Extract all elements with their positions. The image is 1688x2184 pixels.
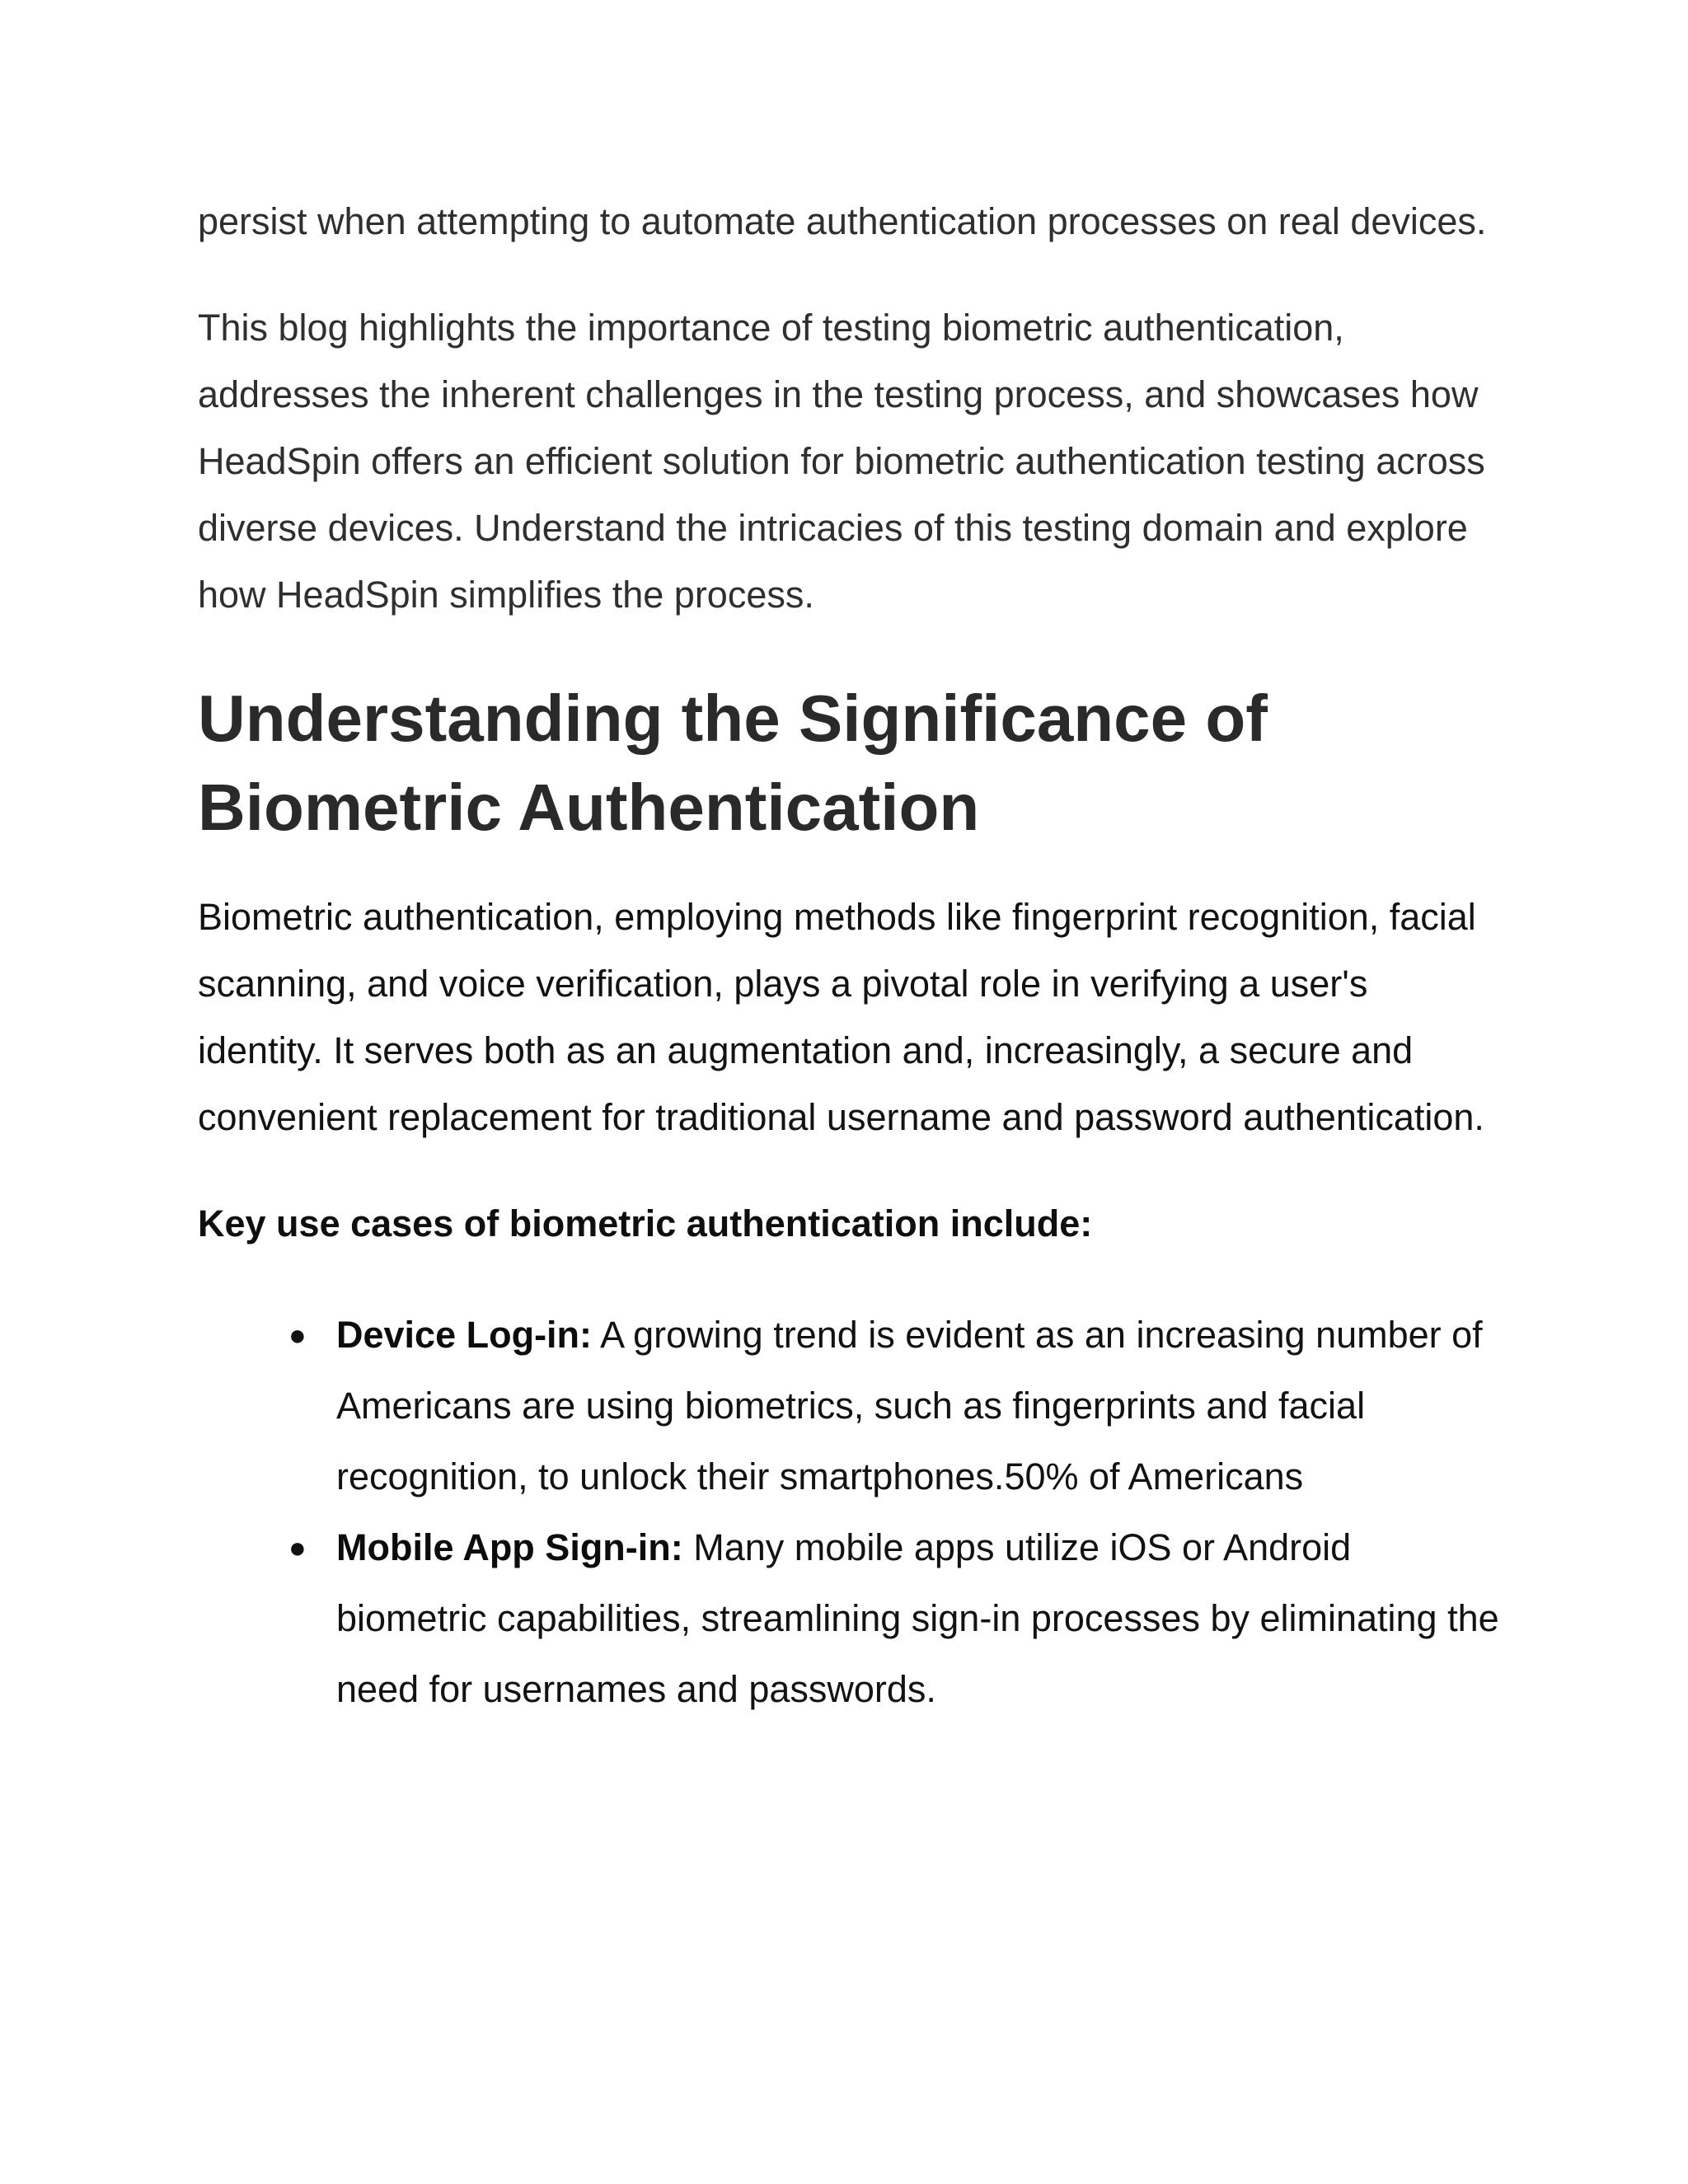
use-case-term: Mobile App Sign-in: [336, 1526, 683, 1568]
section-title: Understanding the Significance of Biometric Authentication [198, 682, 1268, 844]
bullet-icon: ● [288, 1318, 307, 1352]
bullet-icon: ● [288, 1530, 307, 1564]
use-case-term: Device Log-in: [336, 1314, 593, 1356]
key-use-cases-heading: Key use cases of biometric authentication include: [198, 1202, 1093, 1244]
use-case-text: Many mobile apps utilize iOS or Android biometric capabilities, streamlining sign-in processes by eliminating the need for usernames and passwords. [336, 1526, 1499, 1710]
use-case-text: A growing trend is evident as an increasing number of Americans are using biometrics, such as fingerprints and facial recognition, to unlock their smartphones.50% of Americans [336, 1314, 1483, 1497]
section-body-paragraph: Biometric authentication, employing methods like fingerprint recognition, facial scanning, and voice verification, plays a pivotal role in verifying a user's identity. It serves both as an augmentation and, increasingly, a secure and convenient replacement for traditional username and password authentication. [198, 896, 1484, 1138]
use-case-item-mobile-app-signin [198, 1512, 1500, 1725]
intro-tail-paragraph: persist when attempting to automate authentication processes on real devices. [198, 200, 1487, 242]
intro-paragraph: This blog highlights the importance of testing biometric authentication, addresses the inherent challenges in the testing process, and showcases how HeadSpin offers an efficient solution for biometric authentication testing across diverse devices. Understand the intricacies of this testing domain and explore how HeadSpin simplifies the process. [198, 307, 1485, 616]
use-case-item-device-login [198, 1300, 1500, 1512]
document-page [198, 188, 1500, 1725]
use-cases-list [198, 1300, 1500, 1725]
